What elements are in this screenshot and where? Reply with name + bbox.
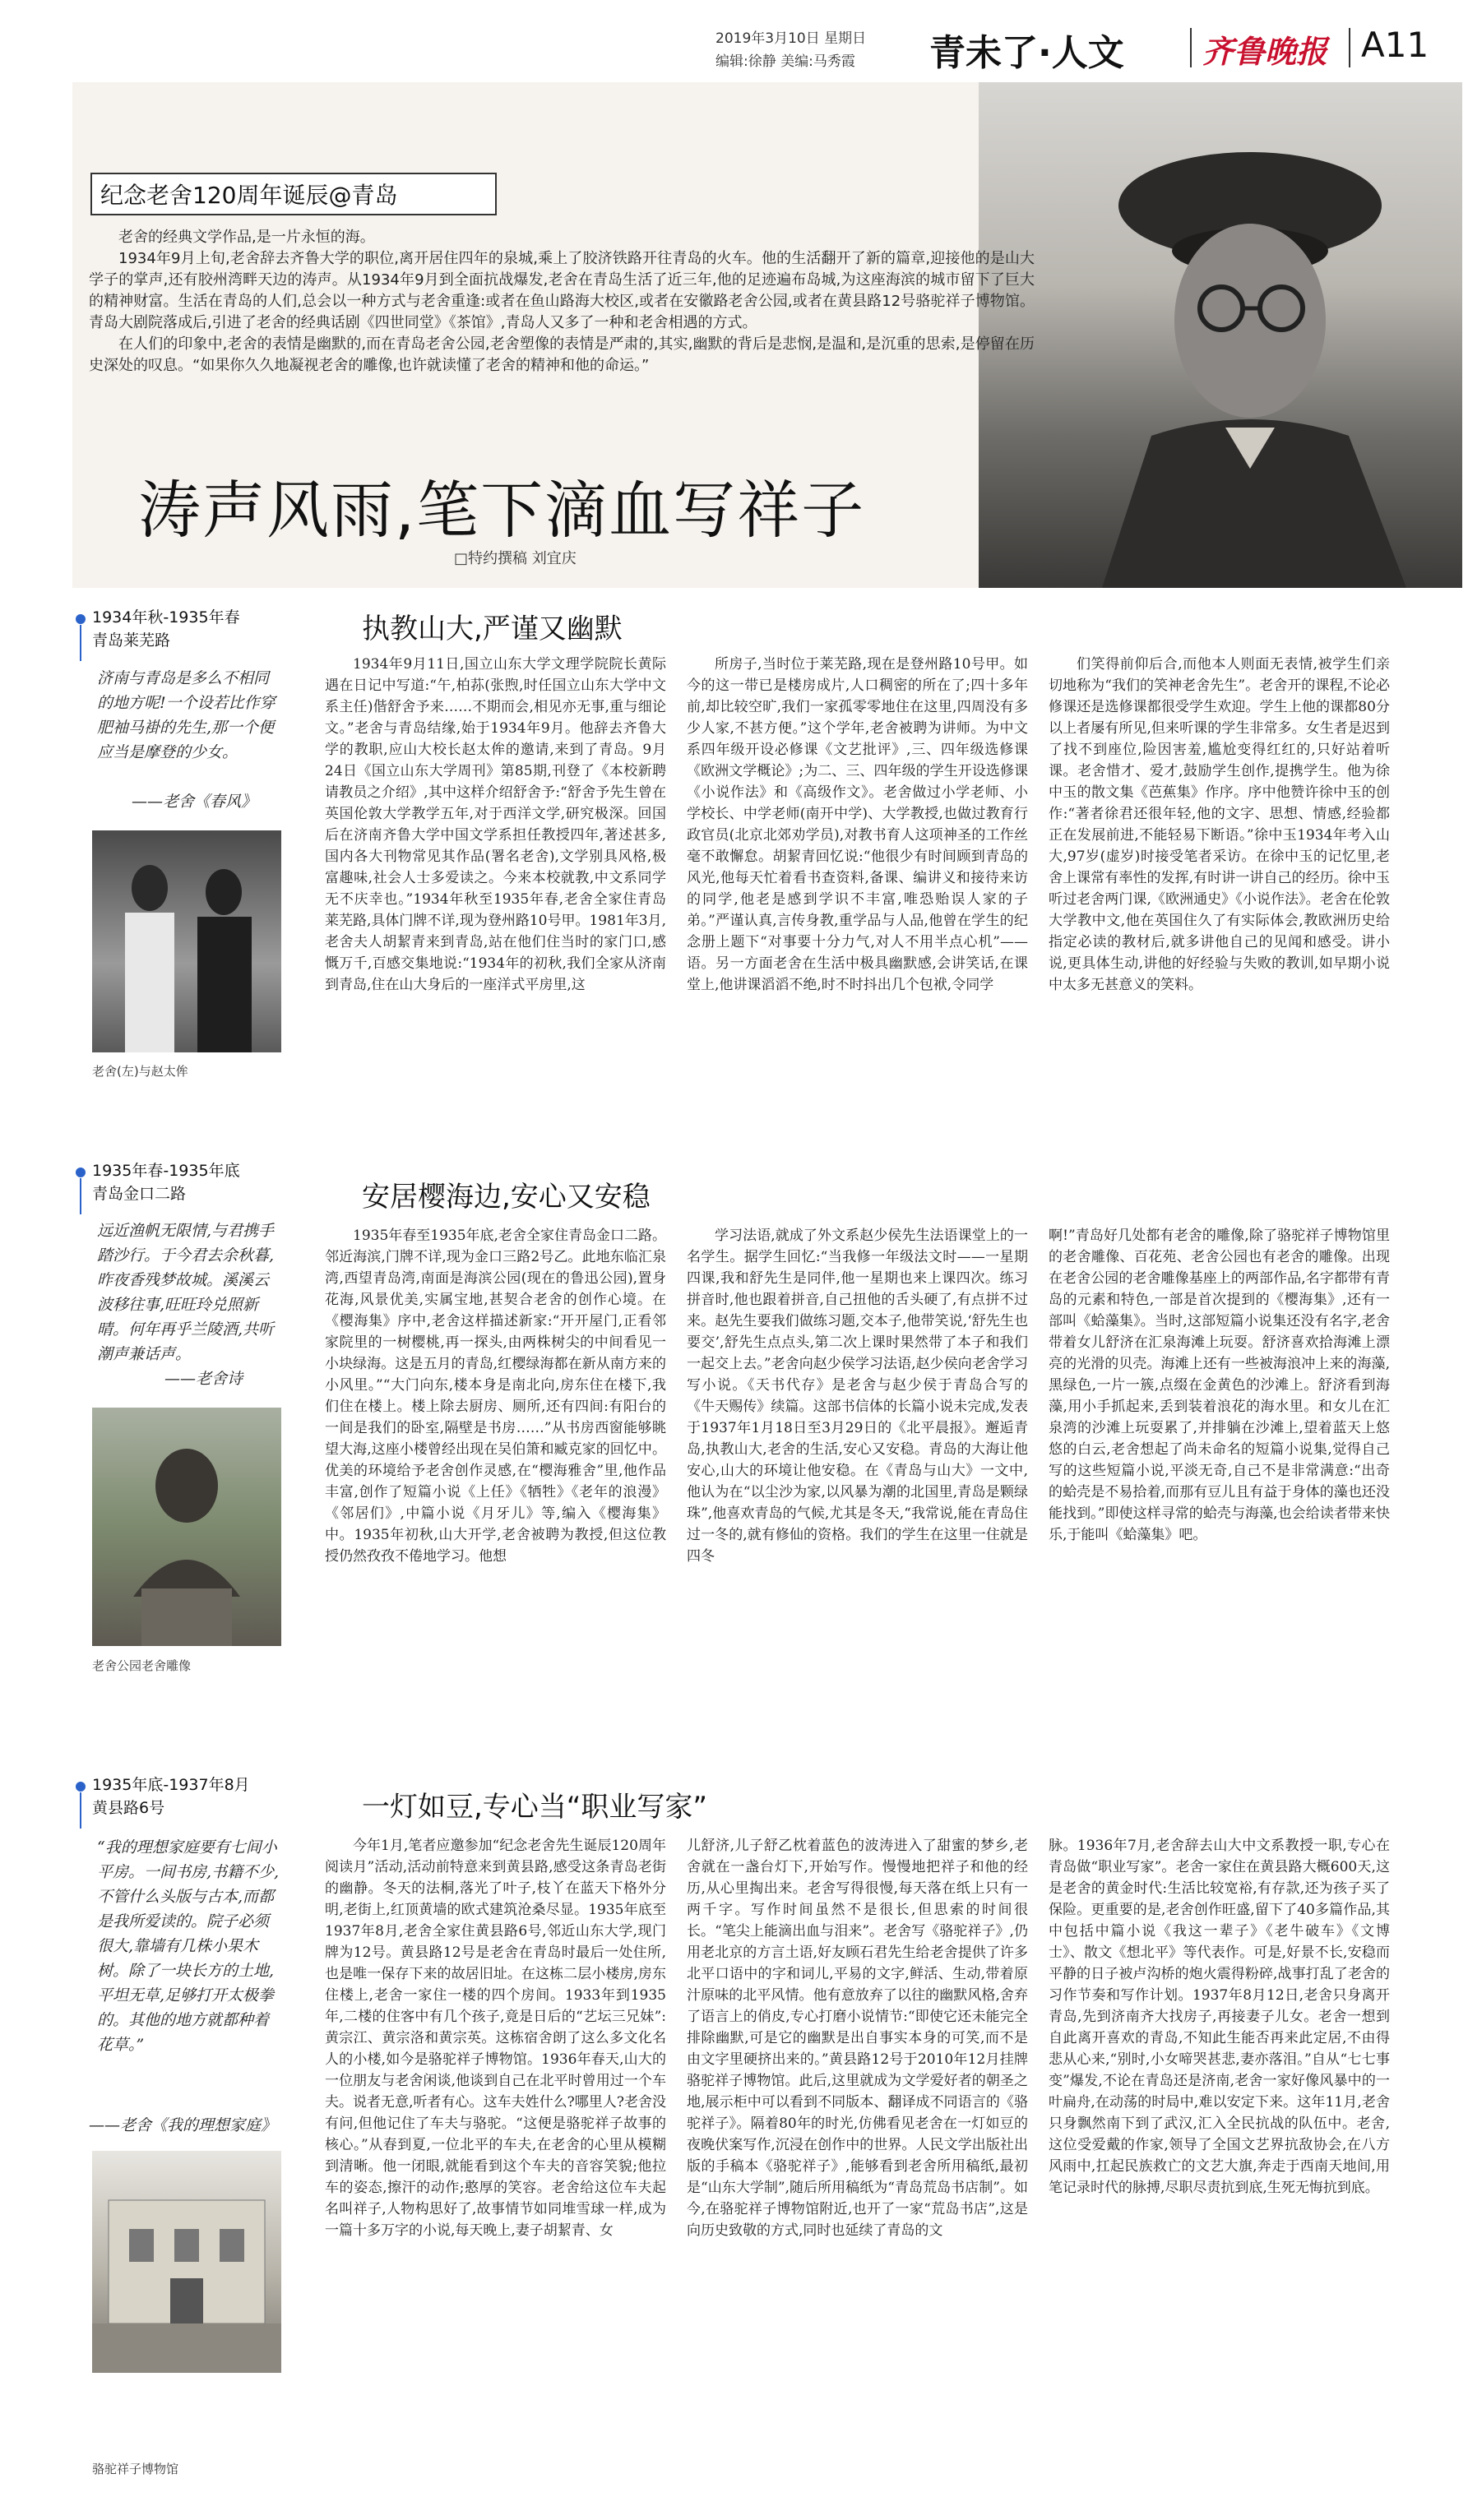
statue-figure bbox=[92, 1408, 281, 1646]
museum-building bbox=[92, 2151, 281, 2373]
section-title: 安居樱海边,安心又安稳 bbox=[362, 1181, 651, 1214]
two-men-figure bbox=[92, 830, 281, 1052]
header-date: 2019年3月10日 星期日 bbox=[715, 30, 867, 47]
section-period: 1934年秋-1935年春 bbox=[92, 608, 240, 627]
section-place: 黄县路6号 bbox=[92, 1799, 165, 1817]
section-place: 青岛金口二路 bbox=[92, 1185, 187, 1203]
article-column: 脉。1936年7月,老舍辞去山大中文系教授一职,专心在青岛做“职业写家”。老舍一家住在黄县路大概600天,这是老舍的黄金时代:生活比较宽裕,有存款,还为孩子买了保险。更重要的是,老舍创作旺盛,留下了40多篇作品,其中包括中篇小说《我这一辈子》《老牛破车》《文博士》、散文《想北平》等代表作。可是,好景不长,安稳而平静的日子被卢沟桥的炮火震得粉碎,战事打乱了老舍的习作节奏和写作计划。1937年8月12日,老舍只身离开青岛,先到济南齐大找房子,再接妻子儿女。老舍一想到自此离开喜欢的青岛,不知此生能否再来此定居,不由得悲从心来,“别时,小女啼哭甚悲,妻亦落泪。”自从“七七事变”爆发,不论在青岛还是济南,老舍一家好像风暴中的一叶扁舟,在动荡的时局中,难以安定下来。这年11月,老舍只身飘然南下到了武汉,汇入全民抗战的队伍中。老舍,这位受爱戴的作家,领导了全国文艺界抗敌协会,在八方风雨中,扛起民族救亡的文艺大旗,奔走于西南天地间,用笔记录时代的脉搏,尽职尽责抗到底,生死无悔抗到底。 bbox=[1049, 1838, 1390, 2196]
section-name: 青未了·人文 bbox=[929, 32, 1124, 74]
article-column: 今年1月,笔者应邀参加“纪念老舍先生诞辰120周年阅读月”活动,活动前特意来到黄县路,感受这条青岛老街的幽静。冬天的法桐,落光了叶子,枝丫在蓝天下格外分明,老街上,红顶黄墙的欧式建筑沧桑尽显。1935年底至1937年8月,老舍全家住黄县路6号,邻近山东大学,现门牌为12号。黄县路12号是老舍在青岛时最后一处住所,也是唯一保存下来的故居旧址。在这栋二层小楼房,房东住楼上,老舍一家住一楼的四个房间。1933年到1935年,二楼的住客中有几个孩子,竟是日后的“艺坛三兄妹”:黄宗江、黄宗洛和黄宗英。这栋宿舍朗了这么多文化名人的小楼,如今是骆驼祥子博物馆。1936年春天,山大的一位朋友与老舍闲谈,他谈到自己在北平时曾用过一个车夫。说者无意,听者有心。这车夫姓什么?哪里人?老舍没有问,但他记住了车夫与骆驼。“这便是骆驼祥子故事的核心。”从春到夏,一位北平的车夫,在老舍的心里从模糊到清晰。他一闭眼,就能看到这个车夫的音容笑貌;他拉车的姿态,擦汗的动作;憨厚的笑容。老舍给这位车夫起名叫祥子,人物构思好了,故事情节如同堆雪球一样,成为一篇十多万字的小说,每天晚上,妻子胡絜青、女 bbox=[325, 1838, 666, 2239]
side-quote: 远近渔帆无限情,与君携手踏沙行。于今君去余秋暮,昨夜香残梦故城。溪溪云波移往事,旺旺玲兑照新晴。何年再乎兰陵酒,共听潮声兼话声。 bbox=[97, 1222, 275, 1363]
section-period: 1935年春-1935年底 bbox=[92, 1162, 240, 1180]
banner-intro bbox=[89, 227, 1035, 377]
quote-source: ——老舍诗 bbox=[164, 1370, 243, 1388]
quote-source: ——老舍《我的理想家庭》 bbox=[89, 2116, 277, 2134]
timeline-line bbox=[80, 625, 81, 661]
photo-lao-she-statue bbox=[92, 1408, 281, 1646]
section-title: 执教山大,严谨又幽默 bbox=[362, 613, 623, 645]
article-column: 们笑得前仰后合,而他本人则面无表情,被学生们亲切地称为“我们的笑神老舍先生”。老舍开的课程,不论必修课还是选修课都很受学生欢迎。学生上他的课都80分以上者屡有所见,但来听课的学生非常多。女生者是迟到了找不到座位,险因害羞,尴尬变得红红的,只好站着听课。老舍惜才、爱才,鼓励学生创作,提携学生。他为徐中玉的散文集《芭蕉集》作序。序中他赞许徐中玉的创作:“著者徐君还很年轻,他的文字、思想、情感,经验都正在发展前进,不能轻易下断语。”徐中玉1934年考入山大,97岁(虚岁)时接受笔者采访。在徐中玉的记忆里,老舍上课常有率性的发挥,有时讲一讲自己的经历。徐中玉听过老舍两门课,《欧洲通史》《小说作法》。老舍在伦敦大学教中文,他在英国住久了有实际体会,教欧洲历史给指定必读的教材后,就多讲他自己的见闻和感受。讲小说,更具体生动,讲他的好经验与失败的教训,如早期小说中太多无甚意义的笑料。 bbox=[1049, 656, 1390, 993]
header-separator bbox=[1190, 28, 1192, 67]
banner-tag: 纪念老舍120周年诞辰@青岛 bbox=[100, 182, 398, 209]
header-separator bbox=[1349, 28, 1350, 67]
timeline-line bbox=[80, 1178, 81, 1214]
article-column: 所房子,当时位于莱芜路,现在是登州路10号甲。如今的这一带已是楼房成片,人口稠密的所在了;四十多年前,却比较空旷,我们一家孤零零地住在这里,四周没有多少人家,不甚方便。”这个学年,老舍被聘为讲师。为中文系四年级开设必修课《文艺批评》,三、四年级选修课《欧洲文学概论》;为二、三、四年级的学生开设选修课《小说作法》和《高级作文》。老舍做过小学老师、小学校长、中学老师(南开中学)、大学教授,也做过教育行政官员(北京北郊劝学员),对教书育人这项神圣的工作丝毫不敢懈怠。胡絜青回忆说:“他很少有时间顾到青岛的风光,他每天忙着看书查资料,备课、编讲义和接待来访的同学,他老是感到学识不丰富,唯恐贻误人家的子弟。”严谨认真,言传身教,重学品与人品,他曾在学生的纪念册上题下“对事要十分力气,对人不用半点心机”——语。另一方面老舍在生活中极具幽默感,会讲笑话,在课堂上,他讲课滔滔不绝,时不时抖出几个包袱,令同学 bbox=[687, 656, 1028, 993]
intro-paragraph: 在人们的印象中,老舍的表情是幽默的,而在青岛老舍公园,老舍塑像的表情是严肃的,其实,幽默的背后是悲悯,是温和,是沉重的思索,是停留在历史深处的叹息。“如果你久久地凝视老舍的雕像,也许就读懂了老舍的精神和他的命运。” bbox=[89, 335, 1035, 374]
section-period: 1935年底-1937年8月 bbox=[92, 1776, 250, 1794]
article-column: 儿舒济,儿子舒乙枕着蓝色的波涛进入了甜蜜的梦乡,老舍就在一盏台灯下,开始写作。慢慢地把祥子和他的经历,从心里掏出来。老舍写得很慢,每天落在纸上只有一两千字。写作时间虽然不是很长,但思索的时间很长。“笔尖上能滴出血与泪来”。老舍写《骆驼祥子》,仍用老北京的方言土语,好友顾石君先生给老舍提供了许多北平口语中的字和词儿,平易的文字,鲜活、生动,带着原汁原味的北平风情。他有意放弃了以往的幽默风格,舍弃了语言上的俏皮,专心打磨小说情节:“即使它还未能完全排除幽默,可是它的幽默是出自事实本身的可笑,而不是由文字里硬挤出来的。”黄县路12号于2010年12月挂牌骆驼祥子博物馆。此后,这里就成为文学爱好者的朝圣之地,展示柜中可以看到不同版本、翻译成不同语言的《骆驼祥子》。隔着80年的时光,仿佛看见老舍在一灯如豆的夜晚伏案写作,沉浸在创作中的世界。人民文学出版社出版的手稿本《骆驼祥子》,能够看到老舍所用稿纸,最初是“山东大学制”,随后所用稿纸为“青岛荒岛书店制”。如今,在骆驼祥子博物馆附近,也开了一家“荒岛书店”,这是向历史致敬的方式,同时也延续了青岛的文 bbox=[687, 1838, 1028, 2239]
side-quote: 济南与青岛是多么不相同的地方呢!一个设若比作穿肥袖马褂的先生,那一个便应当是摩登的少女。 bbox=[97, 669, 276, 761]
timeline-line bbox=[80, 1792, 81, 1829]
timeline-dot bbox=[76, 1782, 86, 1792]
timeline-dot bbox=[76, 614, 86, 624]
article-column: 1935年春至1935年底,老舍全家住青岛金口二路。邻近海滨,门牌不详,现为金口三路2号乙。此地东临汇泉湾,西望青岛湾,南面是海滨公园(现在的鲁迅公园),置身花海,风景优美,实属宝地,甚契合老舍的创作心境。在《樱海集》序中,老舍这样描述新家:“开开屋门,正看邻家院里的一树樱桃,再一探头,由两株树尖的中间看见一小块绿海。这是五月的青岛,红樱绿海都在新从南方来的小风里。”“大门向东,楼本身是南北向,房东住在楼下,我们住在楼上。楼上除去厨房、厕所,还有四间:有阳台的一间是我们的卧室,隔壁是书房……”从书房西窗能够眺望大海,这座小楼曾经出现在吴伯箫和臧克家的回忆中。优美的环境给予老舍创作灵感,在“樱海雅舍”里,他作品丰富,创作了短篇小说《上任》《牺牲》《老年的浪漫》《邻居们》,中篇小说《月牙儿》等,编入《樱海集》中。1935年初秋,山大开学,老舍被聘为教授,但这位教授仍然孜孜不倦地学习。他想 bbox=[325, 1228, 666, 1565]
section-place: 青岛莱芜路 bbox=[92, 631, 171, 650]
intro-paragraph: 老舍的经典文学作品,是一片永恒的海。 bbox=[118, 229, 375, 246]
portrait-figure bbox=[979, 82, 1462, 588]
timeline-dot bbox=[76, 1168, 86, 1177]
photo-caption: 老舍(左)与赵太侔 bbox=[92, 1064, 188, 1079]
quote-source: ——老舍《春风》 bbox=[132, 793, 257, 811]
article-column: 啊!”青岛好几处都有老舍的雕像,除了骆驼祥子博物馆里的老舍雕像、百花苑、老舍公园也有老舍的雕像。出现在老舍公园的老舍雕像基座上的两部作品,名字都带有青岛的元素和特色,一部是首次提到的《樱海集》,还有一部叫《蛤藻集》。当时,这部短篇小说集还没有名字,老舍带着女儿舒济在汇泉海滩上玩耍。舒济喜欢拾海滩上漂亮的光滑的贝壳。海滩上还有一些被海浪冲上来的海藻,黑绿色,一片一簇,点缀在金黄色的沙滩上。舒济看到海藻,用小手抓起来,丢到装着浪花的海水里。和女儿在汇泉湾的沙滩上玩耍累了,并排躺在沙滩上,望着蓝天上悠悠的白云,老舍想起了尚未命名的短篇小说集,觉得自己写的这些短篇小说,平淡无奇,自己不是非常满意:“出奇的蛤壳是不易拾着,而那有豆儿且有益于身体的藻也还没能找到。”即使这样寻常的蛤壳与海藻,也会给读者带来快乐,于能叫《蛤藻集》吧。 bbox=[1049, 1228, 1390, 1543]
photo-camel-xiangzi-museum bbox=[92, 2151, 281, 2373]
photo-caption: 骆驼祥子博物馆 bbox=[92, 2462, 179, 2476]
photo-lao-she-zhao-taimou bbox=[92, 830, 281, 1052]
photo-caption: 老舍公园老舍雕像 bbox=[92, 1658, 192, 1673]
lao-she-portrait bbox=[979, 82, 1462, 588]
header-editors: 编辑:徐静 美编:马秀霞 bbox=[715, 53, 855, 70]
headline: 涛声风雨,笔下滴血写祥子 bbox=[138, 474, 866, 547]
page-number: A11 bbox=[1361, 25, 1429, 65]
byline: □特约撰稿 刘宜庆 bbox=[454, 550, 577, 567]
section-title: 一灯如豆,专心当“职业写家” bbox=[362, 1791, 708, 1824]
side-quote: “我的理想家庭要有七间小平房。一间书房,书籍不少,不管什么头版与古本,而都是我所爱读的。院子必须很大,靠墙有几株小果木树。除了一块长方的土地,平坦无草,足够打开太极拳的。其他的地方就都种着花草。” bbox=[97, 1838, 280, 2054]
article-column: 学习法语,就成了外文系赵少侯先生法语课堂上的一名学生。据学生回忆:“当我修一年级法文时——一星期四课,我和舒先生是同伴,他一星期也来上课四次。练习拼音时,他也跟着拼音,自己扭他的舌头硬了,有点拼不过来。赵先生要我们做练习题,交本子,他带笑说,‘舒先生也要交’,舒先生点点头,第二次上课时果然带了本子和我们一起交上去。”老舍向赵少侯学习法语,赵少侯向老舍学习写小说。《天书代存》是老舍与赵少侯于青岛合写的《牛天赐传》续篇。这部书信体的长篇小说未完成,发表于1937年1月18日至3月29日的《北平晨报》。邂逅青岛,执教山大,老舍的生活,安心又安稳。青岛的大海让他安心,山大的环境让他安稳。在《青岛与山大》一文中,他认为在“以尘沙为家,以风暴为潮的北国里,青岛是颗绿珠”,他喜欢青岛的气候,尤其是冬天,“我常说,能在青岛住过一冬的,就有修仙的资格。我们的学生在这里一住就是四冬 bbox=[687, 1228, 1028, 1565]
article-column: 1934年9月11日,国立山东大学文理学院院长黄际遇在日记中写道:“午,柏荪(张煦,时任国立山东大学中文系主任)偕舒舍予来……不期而会,相见亦无事,重与细论文。”老舍与青岛结缘,始于1934年9月。他辞去齐鲁大学的教职,应山大校长赵太侔的邀请,来到了青岛。9月24日《国立山东大学周刊》第85期,刊登了《本校新聘请教员之介绍》,其中这样介绍舒舍予:“舒舍予先生曾在英国伦敦大学教学五年,对于西洋文学,研究极深。回国后在济南齐鲁大学中国文学系担任教授四年,著述甚多,国内各大刊物常见其作品(署名老舍),文学别具风格,极富趣味,社会人士多爱读之。今来本校就教,中文系同学无不庆幸也。”1934年秋至1935年春,老舍全家住青岛莱芜路,具体门牌不详,现为登州路10号甲。1981年3月,老舍夫人胡絜青来到青岛,站在他们住当时的家门口,感慨万千,百感交集地说:“1934年的初秋,我们全家从济南到青岛,住在山大身后的一座洋式平房里,这 bbox=[325, 656, 666, 993]
intro-paragraph: 1934年9月上旬,老舍辞去齐鲁大学的职位,离开居住四年的泉城,乘上了胶济铁路开往青岛的火车。他的生活翻开了新的篇章,迎接他的是山大学子的掌声,还有胶州湾畔天边的涛声。从1934年9月到全面抗战爆发,老舍在青岛生活了近三年,他的足迹遍布岛城,为这座海滨的城市留下了巨大的精神财富。生活在青岛的人们,总会以一种方式与老舍重逢:或者在鱼山路海大校区,或者在安徽路老舍公园,或者在黄县路12号骆驼祥子博物馆。青岛大剧院落成后,引进了老舍的经典话剧《四世同堂》《茶馆》,青岛人又多了一种和老舍相遇的方式。 bbox=[89, 250, 1035, 331]
newspaper-logo: 齐鲁晚报 bbox=[1202, 33, 1328, 70]
